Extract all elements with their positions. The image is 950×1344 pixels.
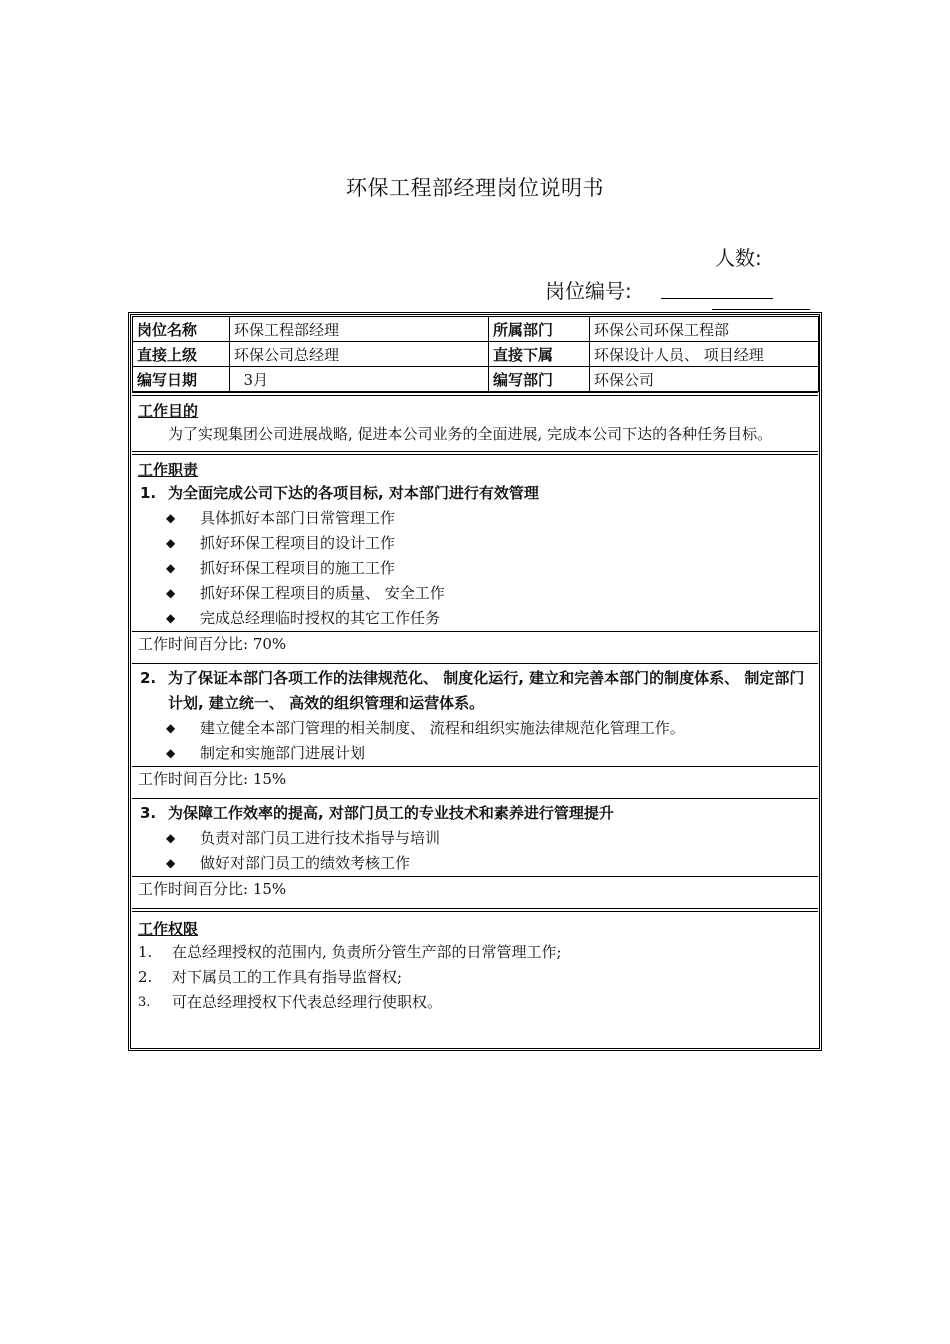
list-item	[132, 826, 818, 851]
info-label: 编写部门	[489, 367, 590, 392]
purpose-text: 为了实现集团公司进展战略, 促进本公司业务的全面进展, 完成本公司下达的各种任务目标。	[168, 425, 773, 443]
list-item	[132, 506, 818, 531]
list-item	[132, 940, 818, 965]
info-label: 岗位名称	[133, 317, 230, 342]
info-label: 直接下属	[489, 342, 590, 367]
diamond-bullet-icon: ◆	[166, 746, 176, 760]
purpose-title: 工作目的	[138, 402, 199, 420]
info-label: 编写日期	[133, 367, 230, 392]
position-code-label: 岗位编号:	[545, 279, 632, 303]
authority-text: 在总经理授权的范围内, 负责所分管生产部的日常管理工作;	[172, 943, 562, 961]
info-value: 环保公司环保工程部	[590, 317, 819, 342]
duty-heading	[132, 666, 818, 716]
diamond-bullet-icon: ◆	[166, 831, 176, 845]
diamond-bullet-icon: ◆	[166, 856, 176, 870]
list-item-text: 具体抓好本部门日常管理工作	[200, 509, 396, 527]
diamond-bullet-icon: ◆	[166, 586, 176, 600]
diamond-bullet-icon: ◆	[166, 561, 176, 575]
time-percentage: 工作时间百分比: 70%	[138, 635, 287, 653]
section-divider	[132, 392, 818, 396]
list-item	[132, 556, 818, 581]
list-item	[132, 581, 818, 606]
info-table	[132, 316, 819, 392]
list-item	[132, 531, 818, 556]
info-value: 环保公司	[590, 367, 819, 392]
list-item-text: 完成总经理临时授权的其它工作任务	[200, 609, 441, 627]
info-label: 所属部门	[489, 317, 590, 342]
position-code-blank-underline	[712, 309, 810, 310]
row-divider	[132, 798, 818, 799]
description-body	[132, 316, 818, 1015]
list-item-text: 建立健全本部门管理的相关制度、 流程和组织实施法律规范化管理工作。	[200, 719, 685, 737]
info-value: 环保公司总经理	[230, 342, 489, 367]
duty-number: 1.	[140, 484, 157, 502]
duty-number: 2.	[140, 669, 157, 687]
authority-title: 工作权限	[138, 920, 199, 938]
duty-text: 为了保证本部门各项工作的法律规范化、 制度化运行, 建立和完善本部门的制度体系、 制定部门计划, 建立统一、 高效的组织管理和运营体系。	[168, 669, 805, 712]
authority-number: 2.	[138, 968, 153, 986]
info-row	[133, 367, 819, 392]
list-item-text: 抓好环保工程项目的施工工作	[200, 559, 396, 577]
diamond-bullet-icon: ◆	[166, 721, 176, 735]
list-item-text: 做好对部门员工的绩效考核工作	[200, 854, 411, 872]
duty-text: 为保障工作效率的提高, 对部门员工的专业技术和素养进行管理提升	[168, 804, 614, 822]
list-item	[132, 851, 818, 876]
authority-number: 1.	[138, 943, 153, 961]
headcount-label: 人数:	[715, 246, 762, 270]
duty-heading	[132, 801, 818, 826]
authority-text: 可在总经理授权下代表总经理行使职权。	[172, 993, 443, 1011]
list-item	[132, 716, 818, 741]
list-item	[132, 741, 818, 766]
list-item	[132, 606, 818, 631]
list-item	[132, 990, 818, 1015]
document-title: 环保工程部经理岗位说明书	[346, 176, 604, 200]
list-item-text: 负责对部门员工进行技术指导与培训	[200, 829, 441, 847]
list-item	[132, 965, 818, 990]
section-divider	[132, 451, 818, 455]
time-percentage: 工作时间百分比: 15%	[138, 880, 287, 898]
info-value: 环保设计人员、 项目经理	[590, 342, 819, 367]
info-row	[133, 317, 819, 342]
duty-number: 3.	[140, 804, 157, 822]
info-row	[133, 342, 819, 367]
diamond-bullet-icon: ◆	[166, 536, 176, 550]
duty-text: 为全面完成公司下达的各项目标, 对本部门进行有效管理	[168, 484, 539, 502]
row-divider	[132, 663, 818, 664]
time-percentage: 工作时间百分比: 15%	[138, 770, 287, 788]
list-item-text: 抓好环保工程项目的质量、 安全工作	[200, 584, 445, 602]
list-item-text: 抓好环保工程项目的设计工作	[200, 534, 396, 552]
authority-text: 对下属员工的工作具有指导监督权;	[172, 968, 403, 986]
authority-number: 3.	[138, 995, 151, 1010]
duties-title: 工作职责	[138, 461, 199, 479]
section-divider	[132, 908, 818, 912]
position-code-blank	[661, 298, 773, 299]
info-value: 3月	[230, 367, 489, 392]
diamond-bullet-icon: ◆	[166, 611, 176, 625]
info-label: 直接上级	[133, 342, 230, 367]
list-item-text: 制定和实施部门进展计划	[200, 744, 366, 762]
info-value: 环保工程部经理	[230, 317, 489, 342]
duty-heading	[132, 481, 818, 506]
diamond-bullet-icon: ◆	[166, 511, 176, 525]
